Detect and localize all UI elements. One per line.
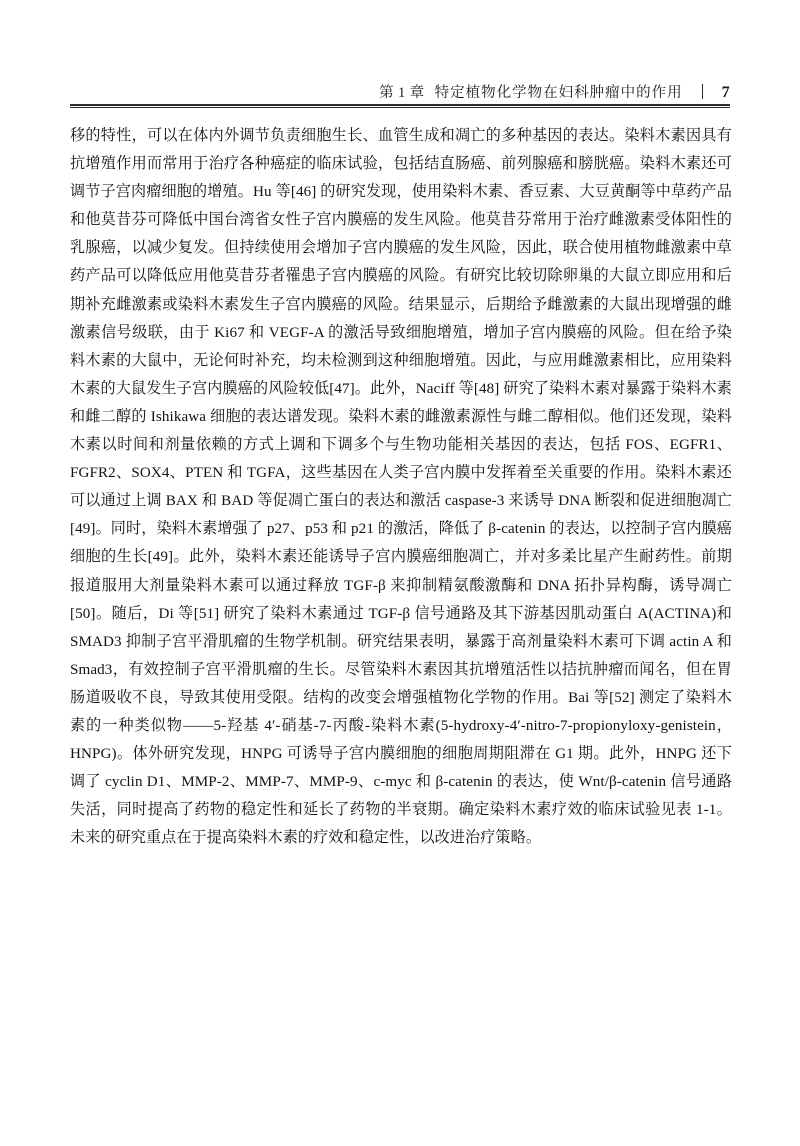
- chapter-number: 第 1 章: [379, 85, 425, 101]
- chapter-title: 特定植物化学物在妇科肿瘤中的作用: [434, 85, 683, 101]
- header-rule: [70, 104, 730, 106]
- body-paragraph: 移的特性，可以在体内外调节负责细胞生长、血管生成和凋亡的多种基因的表达。染料木素因具有抗增殖作用而常用于治疗各种癌症的临床试验，包括结直肠癌、前列腺癌和膀胱癌。染料木素还可调节子宫肉瘤细胞的增殖。Hu 等[46] 的研究发现，使用染料木素、香豆素、大豆黄酮等中草药产品和他莫昔芬可降低中国台湾省女性子宫内膜癌的发生风险。他莫昔芬常用于治疗雌激素受体阳性的乳腺癌，以减少复发。但持续使用会增加子宫内膜癌的发生风险，因此，联合使用植物雌激素中草药产品可以降低应用他莫昔芬者罹患子宫内膜癌的风险。有研究比较切除卵巢的大鼠立即应用和后期补充雌激素或染料木素发生子宫内膜癌的风险。结果显示，后期给予雌激素的大鼠出现增强的雌激素信号级联，由于 Ki67 和 VEGF-A 的激活导致细胞增殖，增加子宫内膜癌的风险。但在给予染料木素的大鼠中，无论何时补充，均未检测到这种细胞增殖。因此，与应用雌激素相比，应用染料木素的大鼠发生子宫内膜癌的风险较低[47]。此外，Naciff 等[48] 研究了染料木素对暴露于染料木素和雌二醇的 Ishikawa 细胞的表达谱发现。染料木素的雌激素源性与雌二醇相似。他们还发现，染料木素以时间和剂量依赖的方式上调和下调多个与生物功能相关基因的表达，包括 FOS、EGFR1、FGFR2、SOX4、PTEN 和 TGFA，这些基因在人类子宫内膜中发挥着至关重要的作用。染料木素还可以通过上调 BAX 和 BAD 等促凋亡蛋白的表达和激活 caspase-3 来诱导 DNA 断裂和促进细胞凋亡[49]。同时，染料木素增强了 p27、p53 和 p21 的激活，降低了 β-catenin 的表达，以控制子宫内膜癌细胞的生长[49]。此外，染料木素还能诱导子宫内膜癌细胞凋亡，并对多柔比星产生耐药性。前期报道服用大剂量染料木素可以通过释放 TGF-β 来抑制精氨酸激酶和 DNA 拓扑异构酶，诱导凋亡[50]。随后，Di 等[51] 研究了染料木素通过 TGF-β 信号通路及其下游基因肌动蛋白 A(ACTINA)和 SMAD3 抑制子宫平滑肌瘤的生物学机制。研究结果表明，暴露于高剂量染料木素可下调 actin A 和 Smad3，有效控制子宫平滑肌瘤的生长。尽管染料木素因其抗增殖活性以拮抗肿瘤而闻名，但在胃肠道吸收不良，导致其使用受限。结构的改变会增强植物化学物的作用。Bai 等[52] 测定了染料木素的一种类似物——5-羟基 4′-硝基-7-丙酸-染料木素(5-hydroxy-4′-nitro-7-propionyloxy-genistein，HNPG)。体外研究发现，HNPG 可诱导子宫内膜细胞的细胞周期阻滞在 G1 期。此外，HNPG 还下调了 cyclin D1、MMP-2、MMP-7、MMP-9、c-myc 和 β-catenin 的表达，使 Wnt/β-catenin 信号通路失活，同时提高了药物的稳定性和延长了药物的半衰期。确定染料木素疗效的临床试验见表 1-1。未来的研究重点在于提高染料木素的疗效和稳定性，以改进治疗策略。: [70, 128, 732, 847]
- running-head: [70, 72, 730, 102]
- running-head-inner: [379, 81, 730, 102]
- page-number: 7: [721, 84, 730, 101]
- header-divider-icon: [702, 84, 703, 99]
- body-text: [70, 122, 732, 852]
